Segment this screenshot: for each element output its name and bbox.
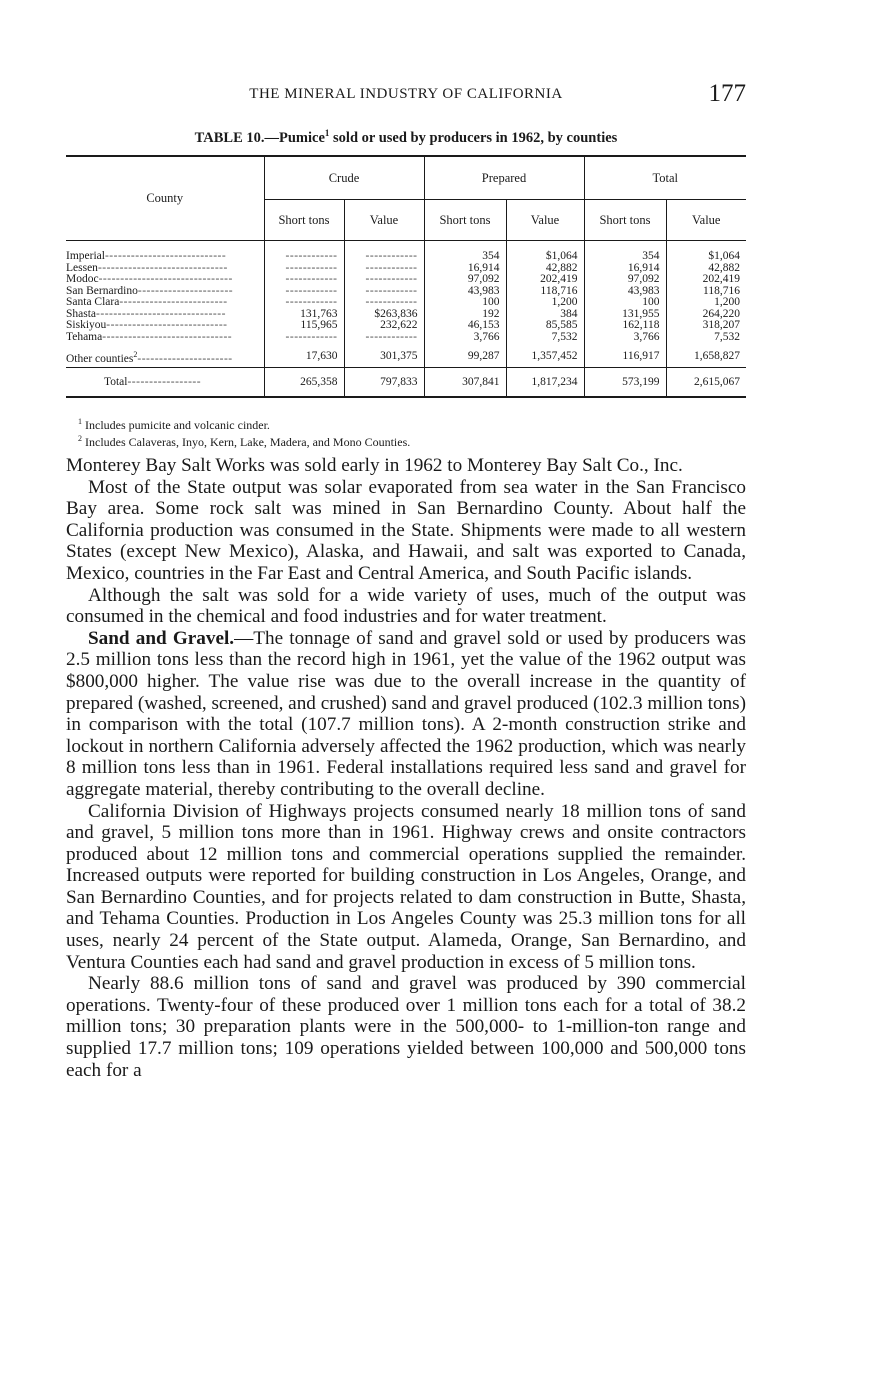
- value-cell: $1,064: [666, 251, 746, 263]
- value-cell: 97,092: [424, 274, 506, 286]
- prepared-header: Prepared: [424, 156, 584, 200]
- section-heading: Sand and Gravel.: [88, 627, 235, 649]
- value-cell: 192: [424, 309, 506, 321]
- value-cell: 85,585: [506, 320, 584, 332]
- crude-header: Crude: [264, 156, 424, 200]
- value-cell: 116,917: [584, 349, 666, 368]
- value-cell: ------------: [264, 297, 344, 309]
- caption-footnote-ref: 1: [324, 128, 330, 138]
- value-cell: 232,622: [344, 320, 424, 332]
- county-cell: Santa Clara-------------------------: [66, 296, 228, 308]
- table-body: [66, 241, 746, 368]
- value-cell: ------------: [264, 263, 344, 275]
- value-cell: 100: [424, 297, 506, 309]
- value-cell: 3,766: [424, 332, 506, 344]
- footnote: $^2$ Includes Calaveras, Inyo, Kern, Lake, Madera, and Mono Counties.: [78, 434, 411, 449]
- page-number: 177: [708, 80, 746, 107]
- value-cell: 100: [584, 297, 666, 309]
- value-cell: 42,882: [506, 263, 584, 275]
- value-cell: 115,965: [264, 320, 344, 332]
- subcol-header: Value: [344, 200, 424, 241]
- table-footnotes: [78, 415, 738, 449]
- value-cell: ------------: [264, 274, 344, 286]
- county-cell: Shasta------------------------------: [66, 307, 226, 320]
- value-cell: ------------: [344, 297, 424, 309]
- county-cell: San Bernardino----------------------: [66, 284, 234, 297]
- value-cell: 318,207: [666, 320, 746, 332]
- paragraph: Although the salt was sold for a wide variety of uses, much of the output was consumed in the chemical and food industries and for water treatment.: [66, 584, 746, 628]
- total-prepared-value: 1,817,234: [506, 368, 584, 398]
- value-cell: 1,357,452: [506, 349, 584, 368]
- value-cell: ------------: [264, 251, 344, 263]
- body-text: [66, 455, 746, 1081]
- caption-suffix: sold or used by producers in 1962, by counties: [329, 129, 618, 146]
- value-cell: 264,220: [666, 309, 746, 321]
- county-cell: Other counties$^2$----------------------: [66, 349, 264, 368]
- total-total-tons: 573,199: [584, 368, 666, 398]
- value-cell: 131,763: [264, 309, 344, 321]
- value-cell: 301,375: [344, 349, 424, 368]
- value-cell: ------------: [264, 286, 344, 298]
- running-title: THE MINERAL INDUSTRY OF CALIFORNIA: [249, 86, 563, 102]
- paragraph: Monterey Bay Salt Works was sold early in 1962 to Monterey Bay Salt Co., Inc.: [66, 455, 683, 476]
- value-cell: 202,419: [506, 274, 584, 286]
- paragraph: Sand and Gravel.—The tonnage of sand and gravel sold or used by producers was 2.5 million tons less than the record high in 1961, yet the value of the 1962 output was $800,000 higher. The value rise was due to the overall increase in the quantity of prepared (washed, screened, and crushed) sand and gravel produced (102.3 million tons) in comparison with the total (107.7 million tons). A 2-month construction strike and lockout in northern California adversely affected the 1962 production, which was nearly 8 million tons less than in 1961. Federal installations required less sand and gravel for aggregate material, thereby contributing to the overall decline.: [66, 627, 746, 800]
- value-cell: 1,200: [666, 297, 746, 309]
- value-cell: 99,287: [424, 349, 506, 368]
- value-cell: 354: [584, 251, 666, 263]
- paragraph: California Division of Highways projects consumed nearly 18 million tons of sand and gravel, 5 million tons more than in 1961. Highway crews and onsite contractors produced about 12 million tons and commercial operations supplied the remainder. Increased outputs were reported for building construction in Los Angeles, Orange, and San Bernardino Counties, and for projects related to dam construction in Butte, Shasta, and Tehama Counties. Production in Los Angeles County was 25.3 million tons for all uses, nearly 24 percent of the State output. Alameda, Orange, San Bernardino, and Ventura Counties each had sand and gravel production in excess of 5 million tons.: [66, 800, 746, 973]
- value-cell: 162,118: [584, 320, 666, 332]
- value-cell: $1,064: [506, 251, 584, 263]
- value-cell: 43,983: [424, 286, 506, 298]
- total-crude-value: 797,833: [344, 368, 424, 398]
- value-cell: 118,716: [666, 286, 746, 298]
- subcol-header: Short tons: [584, 200, 666, 241]
- county-cell: Siskiyou----------------------------: [66, 319, 228, 331]
- total-prepared-tons: 307,841: [424, 368, 506, 398]
- value-cell: 97,092: [584, 274, 666, 286]
- value-cell: 16,914: [584, 263, 666, 275]
- value-cell: ------------: [264, 332, 344, 344]
- county-cell: Tehama------------------------------: [66, 330, 233, 343]
- value-cell: 384: [506, 309, 584, 321]
- table-caption: [66, 128, 746, 147]
- value-cell: ------------: [344, 274, 424, 286]
- value-cell: ------------: [344, 286, 424, 298]
- value-cell: $263,836: [344, 309, 424, 321]
- county-cell: Imperial----------------------------: [66, 250, 227, 262]
- total-crude-tons: 265,358: [264, 368, 344, 398]
- subcol-header: Short tons: [264, 200, 344, 241]
- county-header: County: [66, 156, 264, 241]
- footnote: $^1$ Includes pumicite and volcanic cinder.: [78, 417, 270, 432]
- value-cell: 1,658,827: [666, 349, 746, 368]
- value-cell: ------------: [344, 332, 424, 344]
- value-cell: 46,153: [424, 320, 506, 332]
- value-cell: 131,955: [584, 309, 666, 321]
- value-cell: 42,882: [666, 263, 746, 275]
- paragraph: Most of the State output was solar evaporated from sea water in the San Francisco Bay area. Some rock salt was mined in San Bernardino County. About half the California production was consumed in the State. Shipments were made to all western States (except New Mexico), Alaska, and Hawaii, and salt was exported to Canada, Mexico, countries in the Far East and Central America, and South Pacific islands.: [66, 476, 746, 584]
- value-cell: 118,716: [506, 286, 584, 298]
- total-header: Total: [584, 156, 746, 200]
- subcol-header: Value: [506, 200, 584, 241]
- value-cell: 3,766: [584, 332, 666, 344]
- total-label: Total-----------------: [104, 375, 202, 388]
- table-row: [66, 349, 746, 368]
- value-cell: 7,532: [506, 332, 584, 344]
- subcol-header: Value: [666, 200, 746, 241]
- caption-prefix: TABLE 10.—Pumice: [194, 129, 325, 146]
- table-row: [66, 332, 746, 344]
- total-total-value: 2,615,067: [666, 368, 746, 398]
- page-header: [66, 80, 746, 110]
- value-cell: 354: [424, 251, 506, 263]
- value-cell: 202,419: [666, 274, 746, 286]
- paragraph: Nearly 88.6 million tons of sand and gravel was produced by 390 commercial operations. Twenty-four of these produced over 1 million tons each for a total of 38.2 million tons; 30 preparation plants were in the 500,000- to 1-million-ton range and supplied 17.7 million tons; 109 operations yielded between 100,000 and 500,000 tons each for a: [66, 973, 746, 1081]
- subcol-header: Short tons: [424, 200, 506, 241]
- value-cell: 17,630: [264, 349, 344, 368]
- value-cell: 1,200: [506, 297, 584, 309]
- county-cell: Modoc-------------------------------: [66, 273, 233, 285]
- value-cell: 7,532: [666, 332, 746, 344]
- value-cell: 43,983: [584, 286, 666, 298]
- county-cell: Lessen------------------------------: [66, 261, 228, 274]
- total-row: [66, 368, 746, 398]
- pumice-table: [66, 155, 746, 398]
- value-cell: ------------: [344, 263, 424, 275]
- value-cell: 16,914: [424, 263, 506, 275]
- value-cell: ------------: [344, 251, 424, 263]
